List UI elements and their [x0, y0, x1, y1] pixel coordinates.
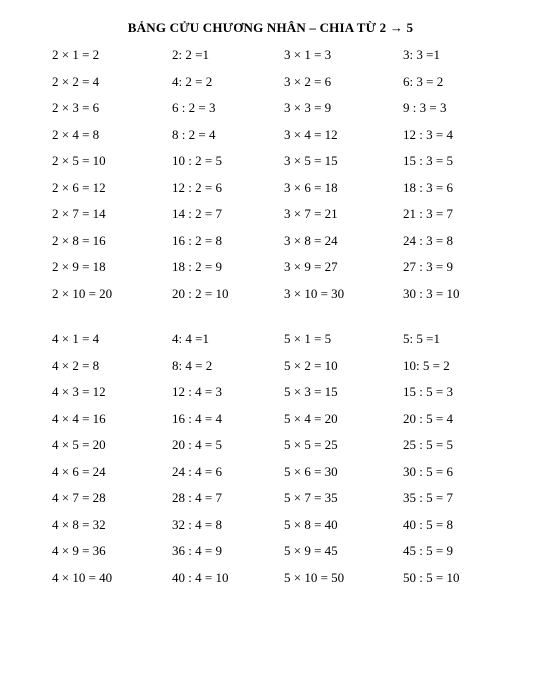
- multiplication-cell: 3 × 3 = 9: [284, 100, 332, 115]
- table-row: [0, 459, 541, 486]
- division-cell: 9 : 3 = 3: [403, 100, 447, 115]
- table-row: [0, 228, 541, 255]
- division-cell: 24 : 4 = 6: [172, 463, 222, 479]
- table-row: [0, 485, 541, 512]
- table-row: [0, 148, 541, 175]
- division-cell: 6: 3 = 2: [403, 73, 444, 89]
- multiplication-cell: 5 × 4 = 20: [284, 410, 338, 426]
- table-row: [0, 565, 541, 592]
- division-cell: 10 : 2 = 5: [172, 153, 222, 168]
- division-cell: 12 : 2 = 6: [172, 179, 222, 195]
- multiplication-cell: 2 × 3 = 6: [52, 100, 100, 115]
- multiplication-cell: 5 × 5 = 25: [284, 437, 338, 452]
- division-cell: 16 : 4 = 4: [172, 410, 222, 426]
- division-cell: 30 : 3 = 10: [403, 285, 460, 301]
- table-row: [0, 201, 541, 228]
- multiplication-cell: 2 × 4 = 8: [52, 126, 100, 142]
- division-cell: 5: 5 =1: [403, 331, 440, 346]
- table-row: [0, 175, 541, 202]
- division-cell: 6 : 2 = 3: [172, 100, 216, 115]
- division-cell: 4: 2 = 2: [172, 73, 213, 89]
- multiplication-cell: 3 × 4 = 12: [284, 126, 338, 142]
- table-row: [0, 326, 541, 353]
- multiplication-cell: 4 × 2 = 8: [52, 357, 100, 373]
- division-cell: 27 : 3 = 9: [403, 259, 453, 274]
- table-row: [0, 69, 541, 96]
- table-row: [0, 42, 541, 69]
- multiplication-cell: 3 × 7 = 21: [284, 206, 338, 221]
- table-multiplication-division-2-3: [0, 42, 541, 307]
- multiplication-cell: 5 × 8 = 40: [284, 516, 338, 532]
- division-cell: 12 : 4 = 3: [172, 384, 222, 399]
- table-row: [0, 353, 541, 380]
- multiplication-cell: 3 × 6 = 18: [284, 179, 338, 195]
- division-cell: 21 : 3 = 7: [403, 206, 453, 221]
- table-multiplication-division-4-5: [0, 326, 541, 591]
- multiplication-cell: 5 × 9 = 45: [284, 543, 338, 558]
- division-cell: 18 : 3 = 6: [403, 179, 453, 195]
- multiplication-cell: 2 × 10 = 20: [52, 285, 113, 301]
- division-cell: 18 : 2 = 9: [172, 259, 222, 274]
- division-cell: 35 : 5 = 7: [403, 490, 453, 505]
- table-row: [0, 379, 541, 406]
- multiplication-cell: 3 × 10 = 30: [284, 285, 345, 301]
- table-row: [0, 122, 541, 149]
- multiplication-cell: 5 × 2 = 10: [284, 357, 338, 373]
- table-row: [0, 406, 541, 433]
- division-cell: 4: 4 =1: [172, 331, 209, 346]
- table-row: [0, 538, 541, 565]
- multiplication-cell: 4 × 7 = 28: [52, 490, 106, 505]
- division-cell: 25 : 5 = 5: [403, 437, 453, 452]
- multiplication-cell: 5 × 6 = 30: [284, 463, 338, 479]
- division-cell: 10: 5 = 2: [403, 357, 450, 373]
- multiplication-cell: 2 × 9 = 18: [52, 259, 106, 274]
- multiplication-cell: 4 × 8 = 32: [52, 516, 106, 532]
- division-cell: 32 : 4 = 8: [172, 516, 222, 532]
- multiplication-cell: 5 × 1 = 5: [284, 331, 332, 346]
- multiplication-cell: 4 × 1 = 4: [52, 331, 100, 346]
- division-cell: 50 : 5 = 10: [403, 569, 460, 585]
- page-title: BẢNG CỬU CHƯƠNG NHÂN – CHIA TỪ 2 → 5: [127, 20, 414, 35]
- multiplication-cell: 3 × 8 = 24: [284, 232, 338, 248]
- division-cell: 14 : 2 = 7: [172, 206, 222, 221]
- division-cell: 3: 3 =1: [403, 47, 440, 62]
- multiplication-cell: 2 × 2 = 4: [52, 73, 100, 89]
- multiplication-cell: 4 × 3 = 12: [52, 384, 106, 399]
- division-cell: 20 : 5 = 4: [403, 410, 453, 426]
- division-cell: 12 : 3 = 4: [403, 126, 453, 142]
- table-row: [0, 512, 541, 539]
- multiplication-cell: 2 × 5 = 10: [52, 153, 106, 168]
- division-cell: 8: 4 = 2: [172, 357, 213, 373]
- multiplication-cell: 4 × 9 = 36: [52, 543, 106, 558]
- table-row: [0, 95, 541, 122]
- division-cell: 30 : 5 = 6: [403, 463, 453, 479]
- division-cell: 28 : 4 = 7: [172, 490, 222, 505]
- multiplication-cell: 2 × 8 = 16: [52, 232, 106, 248]
- multiplication-cell: 2 × 7 = 14: [52, 206, 106, 221]
- division-cell: 20 : 4 = 5: [172, 437, 222, 452]
- division-cell: 36 : 4 = 9: [172, 543, 222, 558]
- division-cell: 15 : 3 = 5: [403, 153, 453, 168]
- multiplication-cell: 5 × 10 = 50: [284, 569, 345, 585]
- division-cell: 45 : 5 = 9: [403, 543, 453, 558]
- division-cell: 2: 2 =1: [172, 47, 209, 62]
- multiplication-cell: 5 × 7 = 35: [284, 490, 338, 505]
- multiplication-cell: 3 × 9 = 27: [284, 259, 338, 274]
- multiplication-cell: 3 × 5 = 15: [284, 153, 338, 168]
- division-cell: 40 : 5 = 8: [403, 516, 453, 532]
- multiplication-cell: 5 × 3 = 15: [284, 384, 338, 399]
- multiplication-cell: 4 × 10 = 40: [52, 569, 113, 585]
- division-cell: 8 : 2 = 4: [172, 126, 216, 142]
- division-cell: 16 : 2 = 8: [172, 232, 222, 248]
- multiplication-cell: 4 × 4 = 16: [52, 410, 106, 426]
- multiplication-cell: 2 × 6 = 12: [52, 179, 106, 195]
- multiplication-cell: 2 × 1 = 2: [52, 47, 100, 62]
- multiplication-cell: 3 × 1 = 3: [284, 47, 332, 62]
- division-cell: 15 : 5 = 3: [403, 384, 453, 399]
- multiplication-cell: 4 × 6 = 24: [52, 463, 106, 479]
- table-row: [0, 254, 541, 281]
- multiplication-cell: 3 × 2 = 6: [284, 73, 332, 89]
- division-cell: 24 : 3 = 8: [403, 232, 453, 248]
- division-cell: 20 : 2 = 10: [172, 285, 229, 301]
- division-cell: 40 : 4 = 10: [172, 569, 229, 585]
- table-row: [0, 281, 541, 308]
- multiplication-cell: 4 × 5 = 20: [52, 437, 106, 452]
- table-row: [0, 432, 541, 459]
